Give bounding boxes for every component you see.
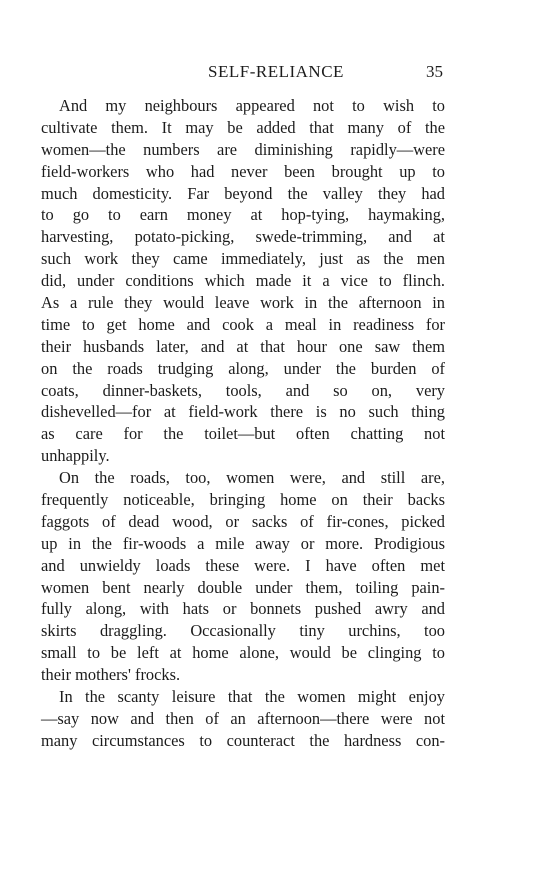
text-line: cultivate them. It may be added that many of the bbox=[41, 117, 445, 137]
text-line: —say now and then of an afternoon—there were not bbox=[41, 708, 445, 728]
body-text bbox=[41, 95, 445, 752]
text-line: their husbands later, and at that hour one saw them bbox=[41, 336, 445, 356]
text-line: did, under conditions which made it a vice to flinch. bbox=[41, 271, 445, 291]
text-line: many circumstances to counteract the hardness con- bbox=[41, 730, 445, 750]
page-number: 35 bbox=[426, 62, 443, 81]
text-line: field-workers who had never been brought up to bbox=[41, 161, 445, 181]
text-line: to go to earn money at hop-tying, haymaking, bbox=[41, 205, 445, 225]
text-line: small to be left at home alone, would be clinging to bbox=[41, 643, 445, 663]
text-line: skirts draggling. Occasionally tiny urchins, too bbox=[41, 621, 445, 641]
text-line: frequently noticeable, bringing home on their backs bbox=[41, 490, 445, 510]
text-line: And my neighbours appeared not to wish to bbox=[59, 96, 445, 115]
text-line: much domesticity. Far beyond the valley they had bbox=[41, 183, 445, 203]
text-line: such work they came immediately, just as the men bbox=[41, 249, 445, 269]
text-line: On the roads, too, women were, and still are, bbox=[59, 468, 445, 488]
text-line: women—the numbers are diminishing rapidly—were bbox=[41, 139, 445, 159]
text-line: As a rule they would leave work in the afternoon in bbox=[41, 293, 445, 313]
text-line: faggots of dead wood, or sacks of fir-cones, picked bbox=[41, 511, 445, 531]
text-line: as care for the toilet—but often chatting not bbox=[41, 424, 445, 444]
text-line: In the scanty leisure that the women might enjoy bbox=[59, 687, 445, 707]
text-line: unhappily. bbox=[41, 446, 110, 466]
text-line: on the roads trudging along, under the burden of bbox=[41, 358, 445, 378]
text-line: their mothers' frocks. bbox=[41, 665, 181, 685]
text-line: up in the fir-woods a mile away or more. Prodigious bbox=[41, 533, 445, 553]
text-line: and unwieldy loads these were. I have often met bbox=[41, 555, 445, 575]
running-title: SELF-RELIANCE bbox=[208, 62, 344, 81]
text-line: coats, dinner-baskets, tools, and so on, very bbox=[41, 380, 445, 400]
text-line: time to get home and cook a meal in readiness for bbox=[41, 314, 445, 334]
text-line: women bent nearly double under them, toiling pain- bbox=[41, 577, 445, 597]
text-line: dishevelled—for at field-work there is no such thing bbox=[41, 402, 445, 422]
text-line: fully along, with hats or bonnets pushed awry and bbox=[41, 599, 445, 619]
text-line: harvesting, potato-picking, swede-trimming, and at bbox=[41, 227, 445, 247]
